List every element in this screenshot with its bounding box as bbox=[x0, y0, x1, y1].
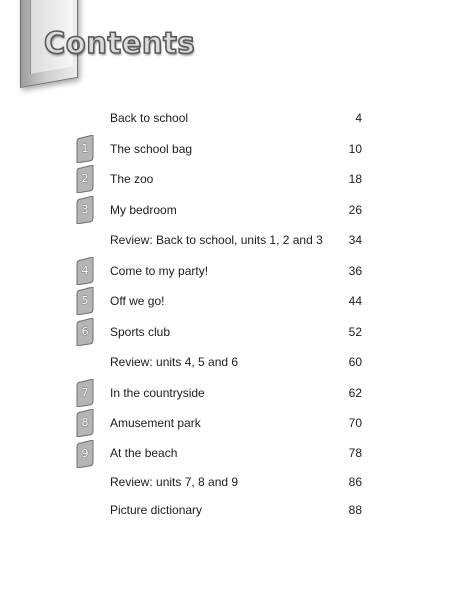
toc-row[interactable] bbox=[110, 169, 362, 189]
toc-row[interactable] bbox=[110, 261, 362, 281]
toc-row[interactable] bbox=[110, 413, 362, 433]
unit-number: 9 bbox=[81, 447, 89, 460]
toc-page-number: 60 bbox=[348, 355, 362, 369]
toc-row[interactable] bbox=[110, 291, 362, 311]
unit-badge bbox=[76, 318, 94, 346]
unit-number: 5 bbox=[81, 294, 89, 307]
toc-page-number: 88 bbox=[348, 503, 362, 517]
unit-badge bbox=[76, 196, 94, 224]
toc-row[interactable] bbox=[110, 383, 362, 403]
toc-entry-title: My bedroom bbox=[110, 203, 177, 217]
toc-page-number: 78 bbox=[348, 446, 362, 460]
toc-page-number: 52 bbox=[348, 325, 362, 339]
toc-row[interactable] bbox=[110, 352, 362, 372]
toc-page-number: 36 bbox=[348, 264, 362, 278]
toc-page-number: 86 bbox=[348, 475, 362, 489]
unit-badge bbox=[76, 257, 94, 285]
unit-badge bbox=[76, 440, 94, 468]
page-title: Contents bbox=[44, 26, 196, 60]
toc-entry-title: Come to my party! bbox=[110, 264, 209, 278]
toc-entry-title: Sports club bbox=[110, 325, 171, 339]
unit-badge bbox=[76, 135, 94, 163]
toc-entry-title: Review: units 7, 8 and 9 bbox=[110, 475, 239, 489]
toc-row[interactable] bbox=[110, 200, 362, 220]
toc-entry-title: Back to school bbox=[110, 111, 189, 125]
unit-number: 8 bbox=[81, 416, 89, 429]
toc-entry-title: At the beach bbox=[110, 446, 178, 460]
toc-row[interactable] bbox=[110, 472, 362, 492]
toc-row[interactable] bbox=[110, 500, 362, 520]
unit-number: 3 bbox=[81, 203, 89, 216]
toc-page-number: 10 bbox=[348, 142, 362, 156]
toc-page-number: 34 bbox=[348, 233, 362, 247]
unit-badge bbox=[76, 165, 94, 193]
unit-number: 6 bbox=[81, 325, 89, 338]
unit-badge bbox=[76, 287, 94, 315]
toc-entry-title: Amusement park bbox=[110, 416, 201, 430]
toc-row[interactable] bbox=[110, 230, 362, 250]
toc-row[interactable] bbox=[110, 139, 362, 159]
toc-entry-title: Off we go! bbox=[110, 294, 165, 308]
toc-entry-title: In the countryside bbox=[110, 386, 205, 400]
toc-entry-title: Review: Back to school, units 1, 2 and 3 bbox=[110, 233, 323, 247]
toc-page-number: 4 bbox=[355, 111, 362, 125]
toc-row[interactable] bbox=[110, 108, 362, 128]
toc-page-number: 62 bbox=[348, 386, 362, 400]
unit-number: 2 bbox=[81, 172, 89, 185]
toc-row[interactable] bbox=[110, 322, 362, 342]
toc-page-number: 44 bbox=[348, 294, 362, 308]
unit-number: 4 bbox=[81, 264, 89, 277]
toc-page-number: 70 bbox=[348, 416, 362, 430]
toc-entry-title: The school bag bbox=[110, 142, 193, 156]
toc-page-number: 18 bbox=[348, 172, 362, 186]
toc-page-number: 26 bbox=[348, 203, 362, 217]
toc-entry-title: The zoo bbox=[110, 172, 154, 186]
unit-number: 7 bbox=[81, 386, 89, 399]
unit-number: 1 bbox=[81, 142, 89, 155]
toc-entry-title: Review: units 4, 5 and 6 bbox=[110, 355, 239, 369]
toc-row[interactable] bbox=[110, 443, 362, 463]
unit-badge bbox=[76, 379, 94, 407]
toc-entry-title: Picture dictionary bbox=[110, 503, 203, 517]
unit-badge bbox=[76, 409, 94, 437]
